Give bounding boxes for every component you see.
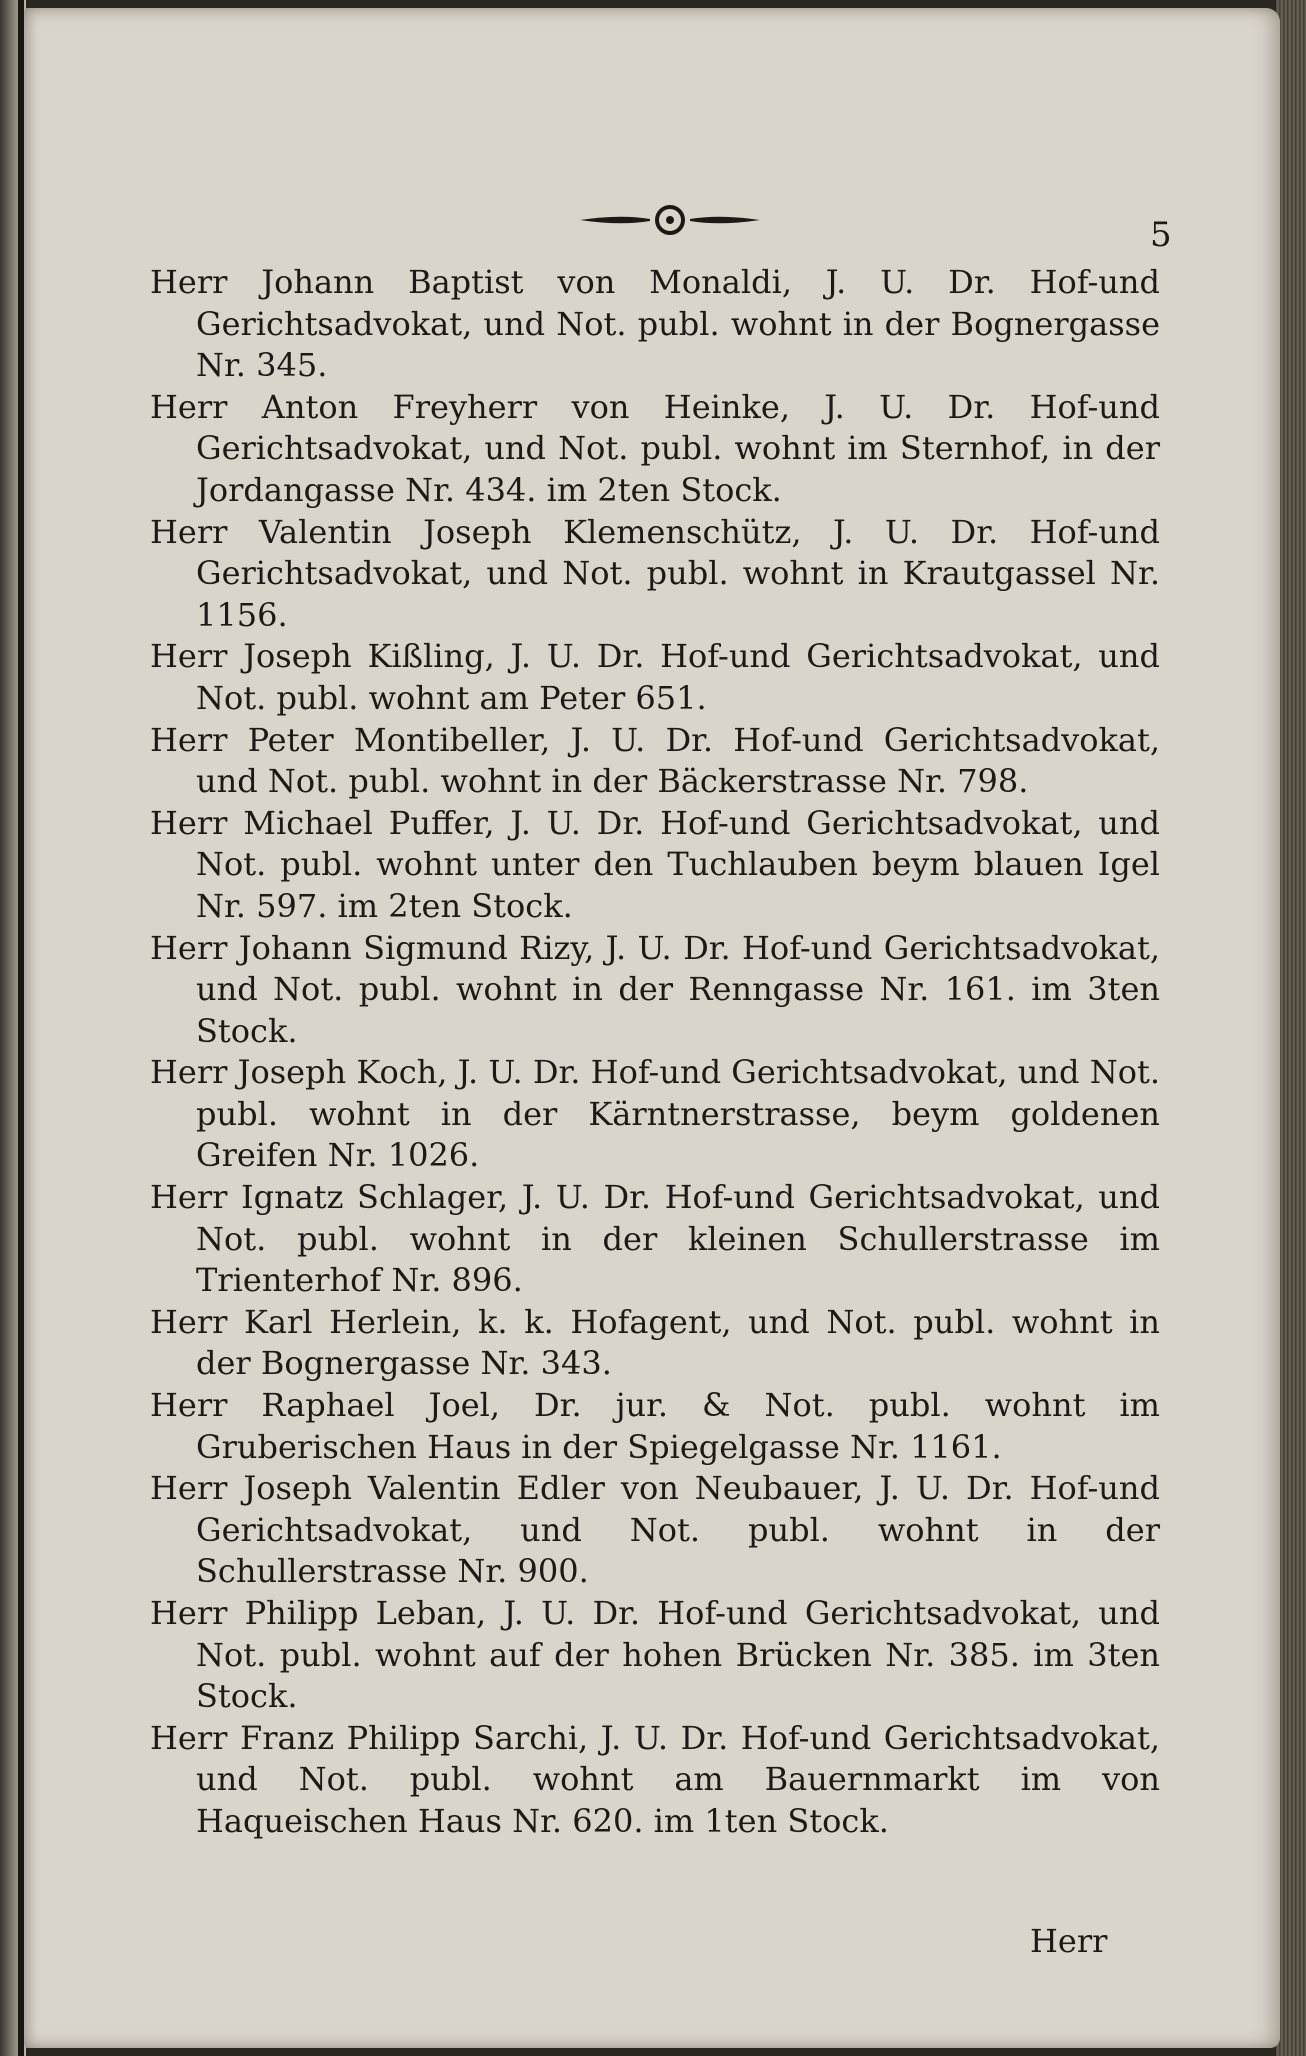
list-item: Herr Philipp Leban, J. U. Dr. Hof-und Gerichtsadvokat, und Not. publ. wohnt auf der hohen Brücken Nr. 385. im 3ten Stock. (150, 1594, 1160, 1716)
list-item: Herr Anton Freyherr von Heinke, J. U. Dr. Hof-und Gerichtsadvokat, und Not. publ. wohnt im Sternhof, in der Jordangasse Nr. 434. im 2ten Stock. (150, 387, 1160, 509)
list-item: Herr Valentin Joseph Klemenschütz, J. U. Dr. Hof-und Gerichtsadvokat, und Not. publ. wohnt in Krautgassel Nr. 1156. (150, 512, 1160, 634)
list-item: Herr Joseph Kißling, J. U. Dr. Hof-und Gerichtsadvokat, und Not. publ. wohnt am Peter 651. (150, 637, 1160, 717)
list-item: Herr Peter Montibeller, J. U. Dr. Hof-und Gerichtsadvokat, und Not. publ. wohnt in der Bäckerstrasse Nr. 798. (150, 720, 1160, 801)
page-number: 5 (1150, 215, 1172, 255)
list-item: Herr Michael Puffer, J. U. Dr. Hof-und Gerichtsadvokat, und Not. publ. wohnt unter den Tuchlauben beym blauen Igel Nr. 597. im 2ten Stock. (150, 803, 1160, 925)
list-item: Herr Joseph Valentin Edler von Neubauer, J. U. Dr. Hof-und Gerichtsadvokat, und Not. publ. wohnt in der Schullerstrasse Nr. 900. (150, 1469, 1160, 1591)
list-item: Herr Johann Sigmund Rizy, J. U. Dr. Hof-und Gerichtsadvokat, und Not. publ. wohnt in der Renngasse Nr. 161. im 3ten Stock. (150, 928, 1160, 1050)
list-item: Herr Johann Baptist von Monaldi, J. U. Dr. Hof-und Gerichtsadvokat, und Not. publ. wohnt in der Bognergasse Nr. 345. (150, 263, 1160, 385)
list-item: Herr Karl Herlein, k. k. Hofagent, und Not. publ. wohnt in der Bognergasse Nr. 343. (150, 1302, 1160, 1383)
list-item: Herr Ignatz Schlager, J. U. Dr. Hof-und Gerichtsadvokat, und Not. publ. wohnt in der kleinen Schullerstrasse im Trienterhof Nr. 896. (150, 1178, 1160, 1300)
catchword: Herr (1030, 1922, 1108, 1960)
list-item: Herr Franz Philipp Sarchi, J. U. Dr. Hof-und Gerichtsadvokat, und Not. publ. wohnt am Bauernmarkt im von Haqueischen Haus Nr. 620. im 1ten Stock. (150, 1718, 1160, 1840)
entry-list (150, 262, 1160, 1843)
list-item: Herr Raphael Joel, Dr. jur. & Not. publ. wohnt im Gruberischen Haus in der Spiegelgasse Nr. 1161. (150, 1386, 1160, 1466)
ornament-divider-icon (570, 200, 770, 240)
list-item: Herr Joseph Koch, J. U. Dr. Hof-und Gerichtsadvokat, und Not. publ. wohnt in der Kärntnerstrasse, beym goldenen Greifen Nr. 1026. (150, 1053, 1160, 1175)
page-stack-edge (1276, 0, 1306, 2056)
